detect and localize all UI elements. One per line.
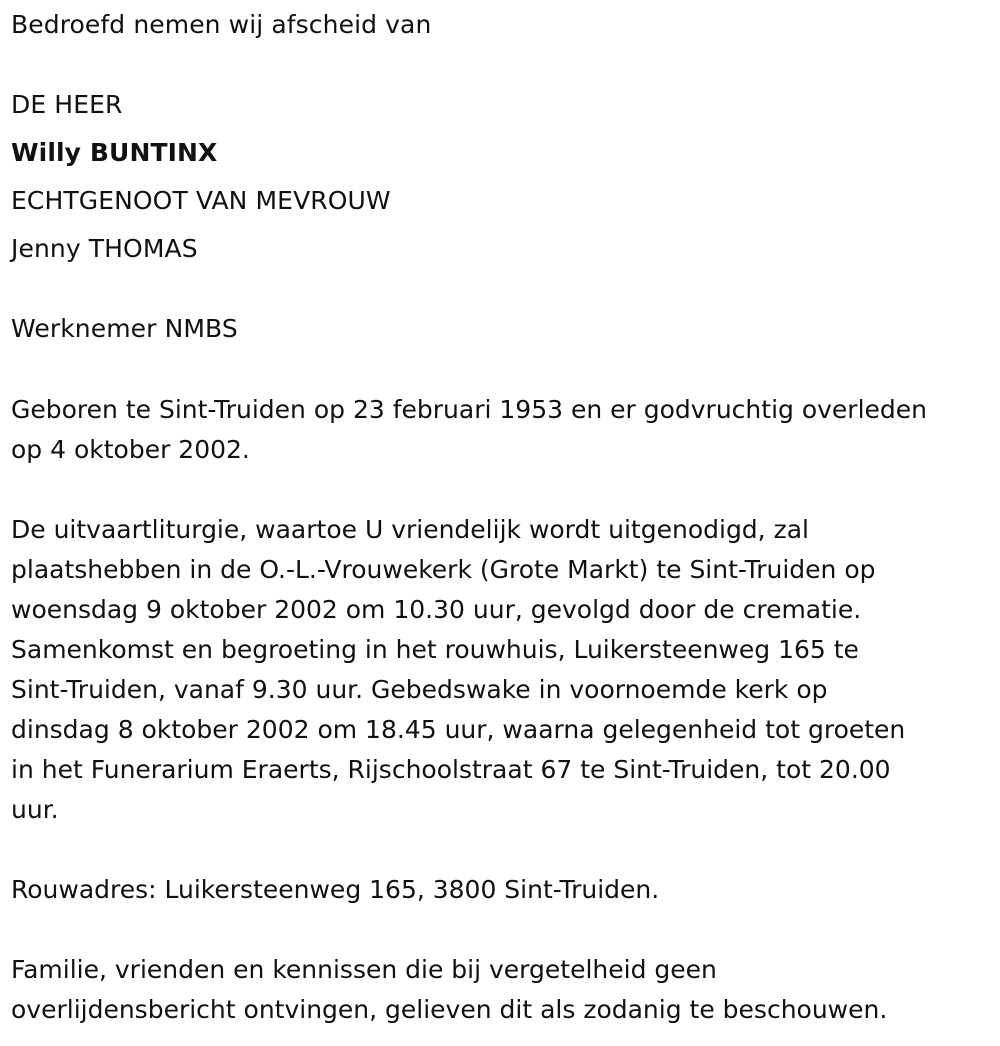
spouse-name: Jenny THOMAS [11,234,198,263]
occupation: Werknemer NMBS [11,314,238,343]
funeral-paragraph [11,510,996,830]
paragraph-line: Familie, vrienden en kennissen die bij vergetelheid geen [11,955,717,984]
paragraph-line: woensdag 9 oktober 2002 om 10.30 uur, gevolgd door de crematie. [11,595,862,624]
paragraph-line: uur. [11,795,59,824]
paragraph-line: Geboren te Sint-Truiden op 23 februari 1953 en er godvruchtig overleden [11,395,928,424]
closing-paragraph [11,950,996,1030]
paragraph-line: overlijdensbericht ontvingen, gelieven dit als zodanig te beschouwen. [11,995,888,1024]
paragraph-line: De uitvaartliturgie, waartoe U vriendelijk wordt uitgenodigd, zal [11,515,809,544]
paragraph-line: in het Funerarium Eraerts, Rijschoolstraat 67 te Sint-Truiden, tot 20.00 [11,755,891,784]
paragraph-line: dinsdag 8 oktober 2002 om 18.45 uur, waarna gelegenheid tot groeten [11,715,906,744]
paragraph-line: Samenkomst en begroeting in het rouwhuis, Luikersteenweg 165 te [11,635,859,664]
paragraph-line: Sint-Truiden, vanaf 9.30 uur. Gebedswake in voornoemde kerk op [11,675,828,704]
birth-death-paragraph [11,390,996,470]
deceased-name: Willy BUNTINX [11,138,218,167]
intro-text: Bedroefd nemen wij afscheid van [11,10,432,39]
spouse-label: ECHTGENOOT VAN MEVROUW [11,186,391,215]
title-prefix: DE HEER [11,90,123,119]
paragraph-line: op 4 oktober 2002. [11,435,250,464]
paragraph-line: plaatshebben in de O.-L.-Vrouwekerk (Grote Markt) te Sint-Truiden op [11,555,876,584]
address-paragraph [11,870,996,910]
address-line: Rouwadres: Luikersteenweg 165, 3800 Sint-Truiden. [11,875,660,904]
